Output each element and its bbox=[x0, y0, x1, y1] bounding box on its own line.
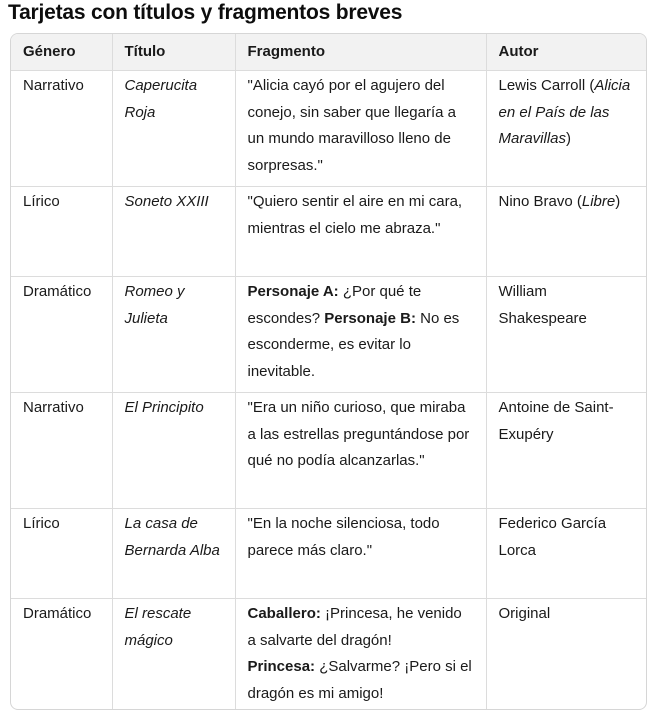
cell-fragmento bbox=[235, 599, 486, 711]
cell-autor: Antoine de Saint-Exupéry bbox=[486, 393, 647, 509]
author-work-close: ) bbox=[566, 130, 572, 147]
author-work: Libre bbox=[581, 193, 616, 210]
cell-genero: Lírico bbox=[11, 509, 112, 599]
table-row bbox=[11, 277, 647, 393]
cell-titulo: El Principito bbox=[112, 393, 235, 509]
dialogue-line: ¿Por qué te escondes? bbox=[247, 283, 422, 327]
table-row bbox=[11, 393, 647, 509]
speaker-label: Personaje B: bbox=[324, 309, 416, 327]
cell-titulo: El rescate mágico bbox=[112, 599, 235, 711]
table-row bbox=[11, 187, 647, 277]
dialogue-line: No es esconderme, es evitar lo inevitable. bbox=[247, 309, 460, 380]
cell-autor: Original bbox=[498, 605, 551, 622]
table-row bbox=[11, 71, 647, 187]
table-container bbox=[10, 33, 647, 710]
cell-fragmento bbox=[235, 277, 486, 393]
cell-titulo: Romeo y Julieta bbox=[112, 277, 235, 393]
header-titulo: Título bbox=[112, 34, 235, 71]
cell-autor: Federico García Lorca bbox=[486, 509, 647, 599]
author-name: Nino Bravo bbox=[498, 193, 573, 210]
cards-table bbox=[11, 34, 647, 710]
author-work-open: ( bbox=[576, 193, 582, 210]
dialogue-line: ¿Salvarme? ¡Pero si el dragón es mi amigo! bbox=[247, 658, 472, 702]
speaker-label: Personaje A: bbox=[247, 283, 339, 300]
cell-fragmento: "Era un niño curioso, que miraba a las estrellas preguntándose por qué no podía alcanzarlas." bbox=[235, 393, 486, 509]
header-autor: Autor bbox=[486, 34, 647, 71]
cell-fragmento: "Quiero sentir el aire en mi cara, mientras el cielo me abraza." bbox=[235, 187, 486, 277]
cell-titulo: Soneto XXIII bbox=[112, 187, 235, 277]
cell-genero: Narrativo bbox=[11, 393, 112, 509]
cell-genero: Dramático bbox=[11, 277, 112, 393]
cell-fragmento: "Alicia cayó por el agujero del conejo, sin saber que llegaría a un mundo maravilloso lleno de sorpresas." bbox=[235, 71, 486, 187]
author-work: Alicia en el País de las Maravillas bbox=[498, 77, 631, 147]
header-genero: Género bbox=[11, 34, 112, 71]
header-fragmento: Fragmento bbox=[235, 34, 486, 71]
author-work-open: ( bbox=[589, 77, 595, 94]
table-header-row bbox=[11, 34, 647, 71]
author-work-close: ) bbox=[615, 193, 621, 210]
page-title: Tarjetas con títulos y fragmentos breves bbox=[8, 1, 403, 24]
cell-autor bbox=[486, 71, 647, 187]
cell-genero: Lírico bbox=[11, 187, 112, 277]
cell-titulo: La casa de Bernarda Alba bbox=[112, 509, 235, 599]
cell-autor bbox=[486, 187, 647, 277]
cell-genero: Narrativo bbox=[11, 71, 112, 187]
author-name: Lewis Carroll bbox=[498, 77, 586, 94]
speaker-label: Caballero: bbox=[247, 605, 321, 622]
table-row bbox=[11, 599, 647, 711]
cell-fragmento: "En la noche silenciosa, todo parece más claro." bbox=[235, 509, 486, 599]
speaker-label: Princesa: bbox=[247, 658, 316, 675]
cell-genero: Dramático bbox=[11, 599, 112, 711]
dialogue-line: ¡Princesa, he venido a salvarte del dragón! bbox=[247, 605, 462, 649]
cell-titulo: Caperucita Roja bbox=[112, 71, 235, 187]
cell-autor: William Shakespeare bbox=[486, 277, 647, 393]
table-row bbox=[11, 509, 647, 599]
